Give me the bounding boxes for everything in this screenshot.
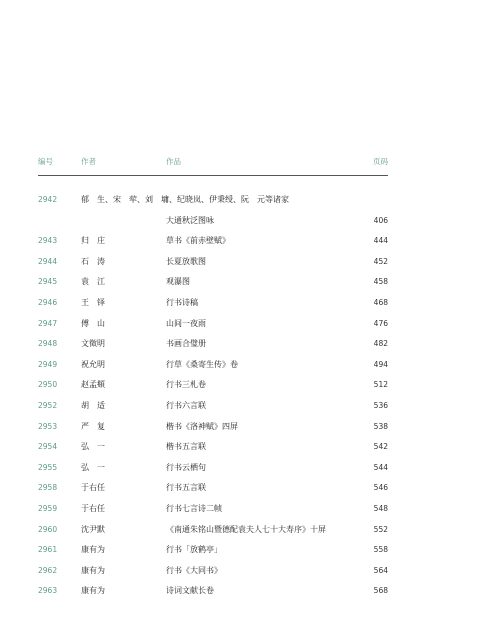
- entry-work: 诗词文献长卷: [166, 586, 214, 596]
- table-row: [38, 314, 388, 335]
- entry-author: 祝允明: [81, 359, 105, 369]
- header-author: 作者: [81, 157, 96, 166]
- entry-author: 康有为: [81, 586, 105, 596]
- entry-author: 郁 生、宋 荦、刘 墉、纪晓岚、伊秉绶、阮 元等诸家: [81, 195, 289, 204]
- table-row: [38, 417, 388, 438]
- entry-author: 胡 适: [81, 400, 105, 410]
- entry-page: 512: [373, 380, 388, 390]
- entry-number: 2958: [38, 483, 58, 493]
- entry-number: 2949: [38, 359, 58, 369]
- entry-work: 行书云栖句: [166, 462, 206, 472]
- entries-list: [38, 190, 388, 602]
- entry-work: 行书三札卷: [166, 380, 206, 390]
- header-divider: [38, 175, 388, 176]
- entry-author: 袁 江: [81, 277, 105, 287]
- entry-author: 弘 一: [81, 442, 105, 452]
- table-row: [38, 334, 388, 355]
- entry-page: 564: [373, 565, 388, 575]
- entry-author: 于右任: [81, 503, 105, 513]
- table-row: [38, 499, 388, 520]
- entry-page: 558: [373, 545, 388, 555]
- entry-number: 2959: [38, 503, 58, 513]
- entry-page: 544: [373, 462, 388, 472]
- entry-page: 546: [373, 483, 388, 493]
- entry-number: 2950: [38, 380, 58, 390]
- entry-number: 2947: [38, 318, 58, 328]
- table-row: [38, 293, 388, 314]
- header-number: 编号: [38, 157, 53, 166]
- entry-work: 行草《桑寄生传》卷: [166, 359, 238, 369]
- entry-work: 大通秋泛图咏: [166, 215, 214, 225]
- entry-author: 石 涛: [81, 256, 105, 266]
- entry-author: 王 铎: [81, 297, 105, 307]
- entry-author: 严 复: [81, 421, 105, 431]
- entry-page: 406: [373, 215, 388, 225]
- table-row: [38, 190, 388, 211]
- entry-number: 2960: [38, 524, 58, 534]
- entry-number: 2948: [38, 339, 58, 349]
- entry-page: 468: [373, 297, 388, 307]
- entry-author: 傅 山: [81, 318, 105, 328]
- entry-work: 行书五言联: [166, 483, 206, 493]
- header-work: 作品: [166, 157, 181, 166]
- entry-page: 482: [373, 339, 388, 349]
- entry-author: 康有为: [81, 545, 105, 555]
- table-row: [38, 272, 388, 293]
- entry-number: 2954: [38, 442, 58, 452]
- table-row: [38, 396, 388, 417]
- entry-page: 494: [373, 359, 388, 369]
- entry-work: 行书「放鹤亭」: [166, 545, 222, 555]
- entry-author: 文徵明: [81, 339, 105, 349]
- entry-author: 归 庄: [81, 236, 105, 246]
- entry-page: 476: [373, 318, 388, 328]
- entry-number: 2953: [38, 421, 58, 431]
- table-row: [38, 520, 388, 541]
- entry-work: 行书诗稿: [166, 297, 198, 307]
- entry-number: 2944: [38, 256, 58, 266]
- entry-work: 草书《前赤壁赋》: [166, 236, 230, 246]
- table-row: [38, 458, 388, 479]
- entry-author: 赵孟頫: [81, 380, 105, 390]
- entry-work: 《南通朱铭山暨德配袁夫人七十大寿序》十屏: [166, 524, 326, 534]
- entry-work: 书画合璧册: [166, 339, 206, 349]
- entry-work: 行书七言诗二帧: [166, 503, 222, 513]
- table-row: [38, 252, 388, 273]
- entry-number: 2945: [38, 277, 58, 287]
- entry-page: 452: [373, 256, 388, 266]
- entry-number: 2962: [38, 565, 58, 575]
- entry-number: 2942: [38, 195, 58, 204]
- entry-page: 552: [373, 524, 388, 534]
- entry-number: 2952: [38, 400, 58, 410]
- entry-page: 542: [373, 442, 388, 452]
- entry-number: 2963: [38, 586, 58, 596]
- entry-number: 2955: [38, 462, 58, 472]
- entry-author: 于右任: [81, 483, 105, 493]
- table-row: [38, 561, 388, 582]
- table-row: [38, 211, 388, 232]
- entry-page: 536: [373, 400, 388, 410]
- entry-author: 弘 一: [81, 462, 105, 472]
- entry-work: 行书《大同书》: [166, 565, 222, 575]
- entry-author: 康有为: [81, 565, 105, 575]
- table-header: [38, 156, 388, 170]
- entry-author: 沈尹默: [81, 524, 105, 534]
- entry-page: 538: [373, 421, 388, 431]
- table-row: [38, 355, 388, 376]
- table-row: [38, 375, 388, 396]
- table-row: [38, 231, 388, 252]
- entry-page: 568: [373, 586, 388, 596]
- entry-work: 观瀑图: [166, 277, 190, 287]
- entry-number: 2961: [38, 545, 58, 555]
- table-row: [38, 540, 388, 561]
- entry-page: 458: [373, 277, 388, 287]
- entry-work: 楷书《洛神赋》四屏: [166, 421, 238, 431]
- entry-number: 2946: [38, 297, 58, 307]
- entry-work: 楷书五言联: [166, 442, 206, 452]
- table-row: [38, 478, 388, 499]
- entry-page: 444: [373, 236, 388, 246]
- entry-number: 2943: [38, 236, 58, 246]
- entry-work: 行书六言联: [166, 400, 206, 410]
- entry-work: 山间一夜雨: [166, 318, 206, 328]
- entry-work: 长夏放歌图: [166, 256, 206, 266]
- table-row: [38, 581, 388, 602]
- entry-page: 548: [373, 503, 388, 513]
- table-row: [38, 437, 388, 458]
- header-page: 页码: [373, 157, 388, 166]
